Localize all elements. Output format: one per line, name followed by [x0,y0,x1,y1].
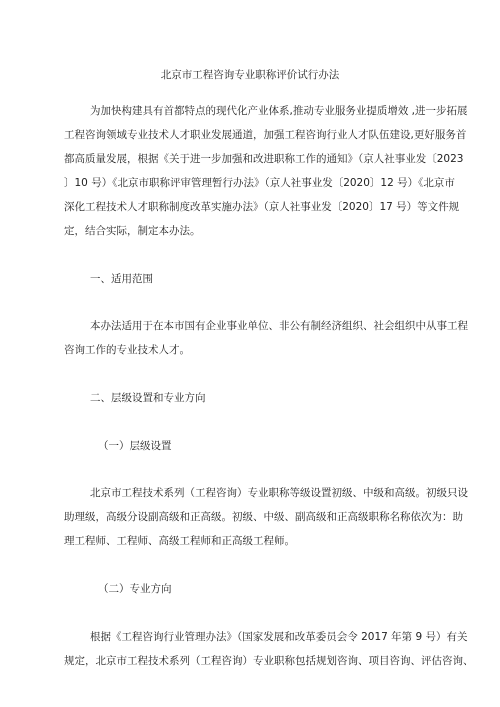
levels-paragraph-line: 助理级，高级分设副高级和正高级。初级、中级、副高级和正高级职称名称依次为：助 [64,511,463,523]
specialty-paragraph-line: 规定，北京市工程技术系列（工程咨询）专业职称包括规划咨询、项目咨询、评估咨询、 [64,655,474,667]
intro-paragraph-line: 都高质量发展，根据《关于进一步加强和改进职称工作的通知》（京人社事业发〔2023 [64,153,464,165]
scope-paragraph-line: 本办法适用于在本市国有企业事业单位、非公有制经济组织、社会组织中从事工程 [90,320,468,332]
subsection-heading-specialty: （二）专业方向 [98,583,172,595]
intro-paragraph-line: 为加快构建具有首都特点的现代化产业体系,推动专业服务业提质增效 ,进一步拓展 [90,105,468,117]
intro-paragraph-line: 〕10 号）《北京市职称评审管理暂行办法》（京人社事业发〔2020〕12 号）《北京市 [64,177,455,189]
scope-paragraph-line: 咨询工作的专业技术人才。 [64,344,190,356]
intro-paragraph-line: 工程咨询领域专业技术人才职业发展通道，加强工程咨询行业人才队伍建设,更好服务首 [64,129,467,141]
intro-paragraph-line: 定，结合实际，制定本办法。 [64,225,201,237]
levels-paragraph-line: 理工程师、工程师、高级工程师和正高级工程师。 [64,535,295,547]
subsection-heading-level-setting: （一）层级设置 [98,440,172,452]
document-title: 北京市工程咨询专业职称评价试行办法 [160,69,340,81]
section-heading-scope: 一、适用范围 [90,273,153,285]
section-heading-levels: 二、层级设置和专业方向 [90,392,206,404]
specialty-paragraph-line: 根据《工程咨询行业管理办法》（国家发展和改革委员会令 2017 年第 9 号）有关 [90,631,468,643]
levels-paragraph-line: 北京市工程技术系列（工程咨询）专业职称等级设置初级、中级和高级。初级只设 [90,487,468,499]
intro-paragraph-line: 深化工程技术人才职称制度改革实施办法》（京人社事业发〔2020〕17 号）等文件规 [64,201,460,213]
